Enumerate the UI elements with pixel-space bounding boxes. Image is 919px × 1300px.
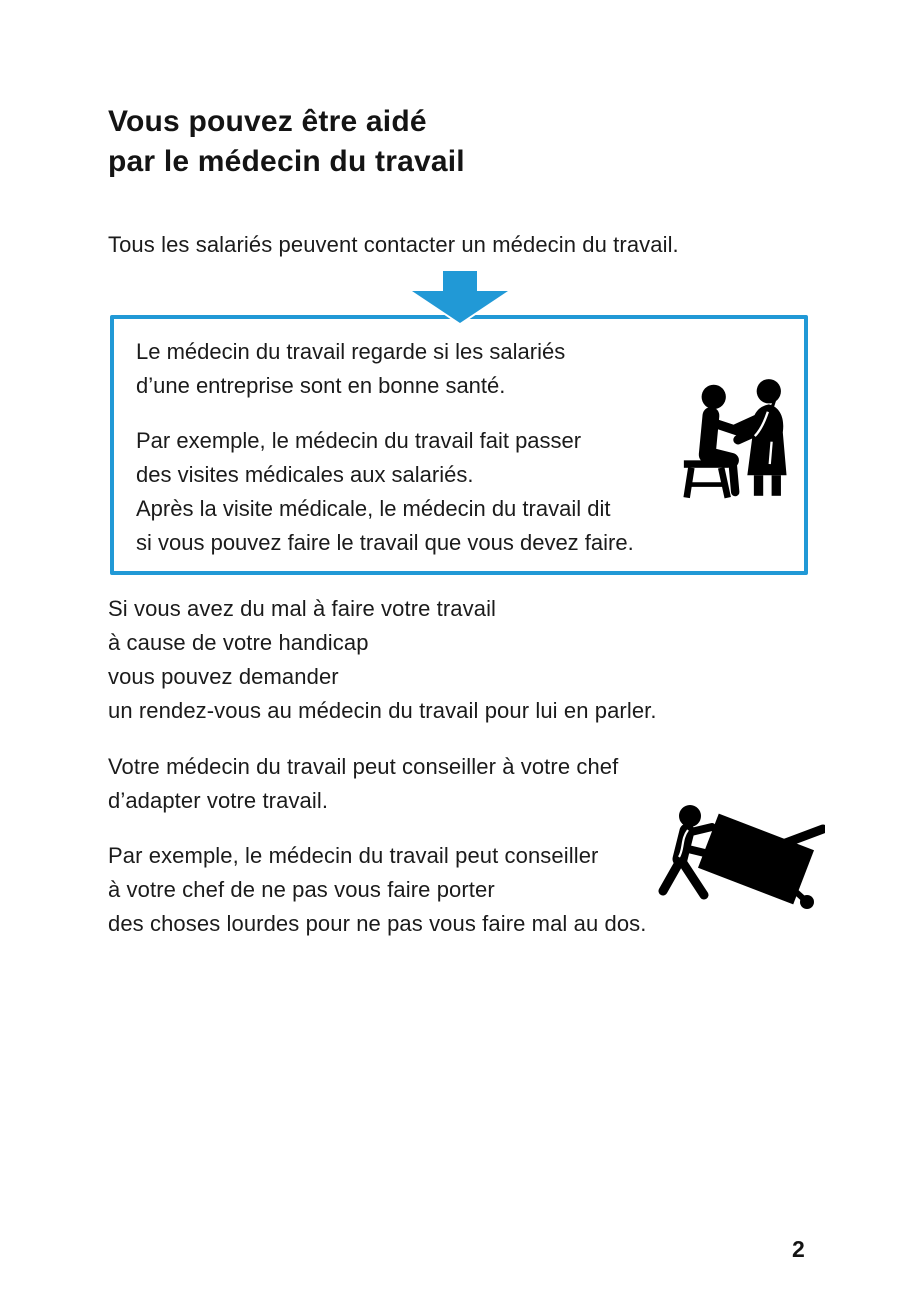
text-line: un rendez-vous au médecin du travail pour lui en parler. (108, 698, 657, 723)
text-line: à cause de votre handicap (108, 630, 369, 655)
text-line: Si vous avez du mal à faire votre travail (108, 596, 497, 621)
body-paragraph-1 (108, 592, 657, 728)
page-title-line1: Vous pouvez être aidé (108, 105, 427, 138)
text-line: d’adapter votre travail. (108, 788, 329, 813)
box-paragraph-2 (136, 424, 634, 560)
page-title-line2: par le médecin du travail (108, 145, 465, 178)
text-line: Par exemple, le médecin du travail fait passer (136, 428, 582, 453)
text-line: vous pouvez demander (108, 664, 339, 689)
page-number: 2 (792, 1236, 805, 1262)
text-line: à votre chef de ne pas vous faire porter (108, 877, 495, 902)
text-line: Après la visite médicale, le médecin du travail dit (136, 496, 611, 521)
intro-sentence: Tous les salariés peuvent contacter un médecin du travail. (108, 232, 679, 257)
text-line: Le médecin du travail regarde si les salariés (136, 339, 566, 364)
body-paragraph-3 (108, 839, 647, 941)
text-line: des visites médicales aux salariés. (136, 462, 474, 487)
person-tipping-wheelbarrow-icon (657, 803, 825, 915)
text-line: d’une entreprise sont en bonne santé. (136, 373, 506, 398)
body-paragraph-2 (108, 750, 618, 818)
page-title (108, 102, 465, 182)
box-paragraph-1 (136, 335, 565, 403)
text-line: Votre médecin du travail peut conseiller à votre chef (108, 754, 619, 779)
text-line: si vous pouvez faire le travail que vous devez faire. (136, 530, 634, 555)
highlight-box (110, 315, 808, 575)
text-line: des choses lourdes pour ne pas vous faire mal au dos. (108, 911, 647, 936)
text-line: Par exemple, le médecin du travail peut conseiller (108, 843, 599, 868)
down-arrow-icon (410, 269, 510, 325)
doctor-examining-patient-icon (682, 374, 794, 500)
